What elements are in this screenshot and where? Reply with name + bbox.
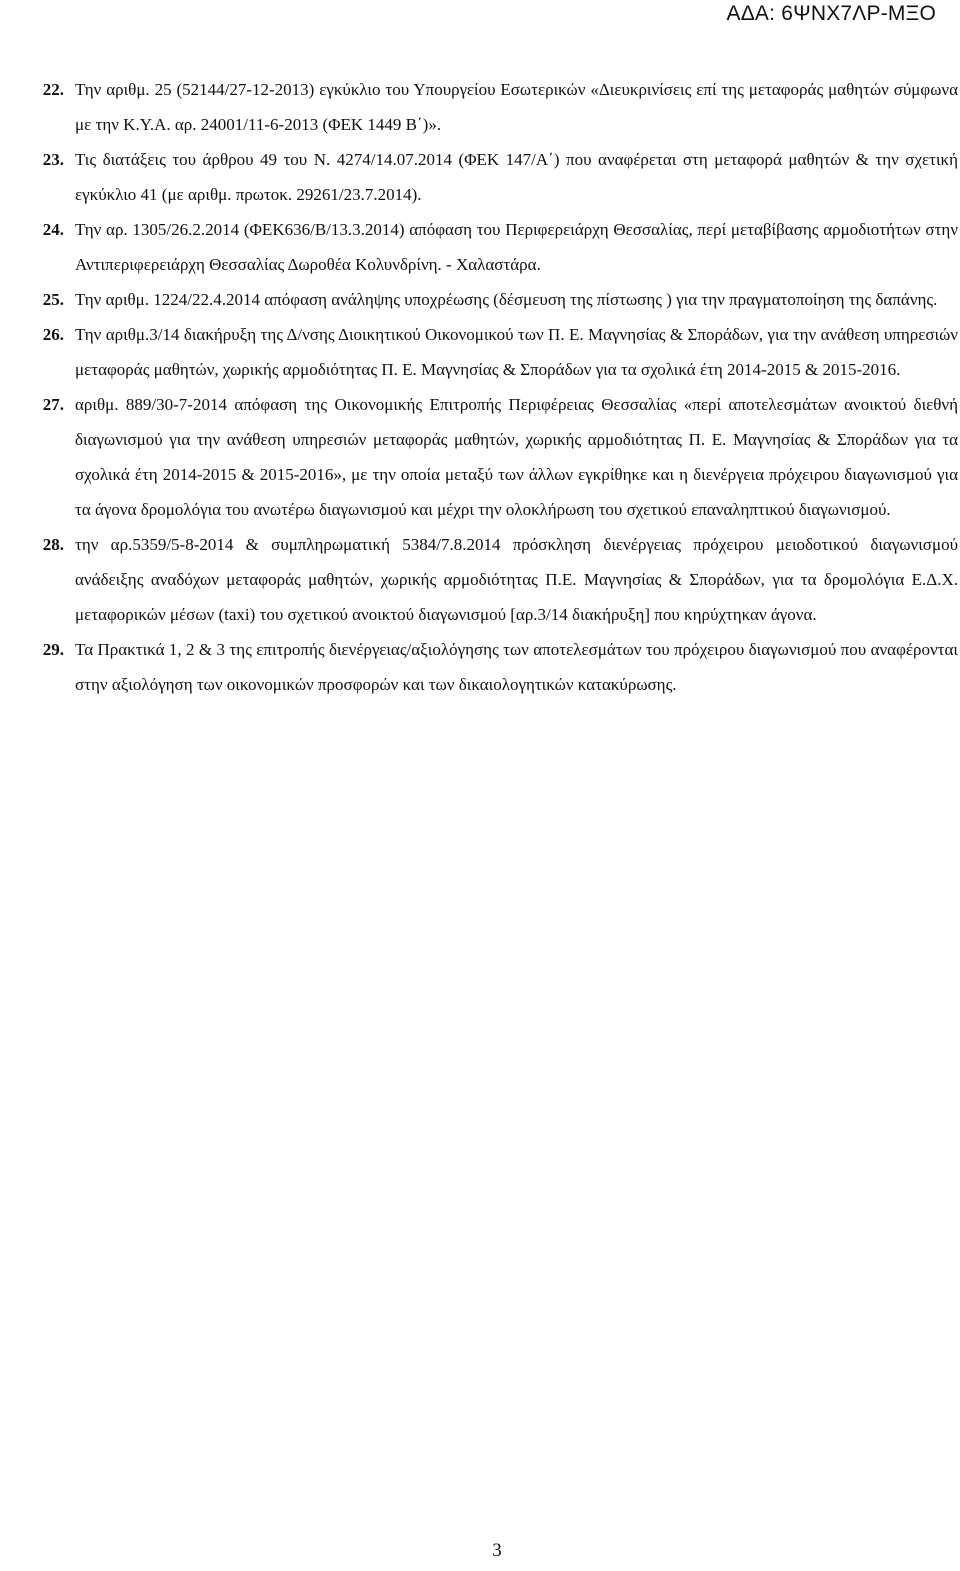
item-number: 22. bbox=[42, 80, 64, 99]
list-item-29 bbox=[38, 632, 958, 702]
list-item-27 bbox=[38, 387, 958, 527]
item-number: 28. bbox=[42, 535, 64, 554]
item-text: Την αριθμ.3/14 διακήρυξη της Δ/νσης Διοικητικού Οικονομικού των Π. Ε. Μαγνησίας & Σποράδων, για την ανάθεση υπηρεσιών μεταφοράς μαθητών, χωρικής αρμοδιότητας Π. Ε. Μαγνησίας & Σποράδων για τα σχολικά έτη 2014-2015 & 2015-2016. bbox=[75, 325, 958, 379]
item-number: 24. bbox=[42, 220, 64, 239]
item-text: Την αρ. 1305/26.2.2014 (ΦΕΚ636/Β/13.3.2014) απόφαση του Περιφερειάρχη Θεσσαλίας, περί μεταβίβασης αρμοδιοτήτων στην Αντιπεριφερειάρχη Θεσσαλίας Δωροθέα Κολυνδρίνη. - Χαλαστάρα. bbox=[75, 220, 958, 274]
list-item-28 bbox=[38, 527, 958, 632]
item-text: Την αριθμ. 25 (52144/27-12-2013) εγκύκλιο του Υπουργείου Εσωτερικών «Διευκρινίσεις επί της μεταφοράς μαθητών σύμφωνα με την Κ.Υ.Α. αρ. 24001/11-6-2013 (ΦΕΚ 1449 Β΄)». bbox=[75, 80, 958, 134]
item-text: Τα Πρακτικά 1, 2 & 3 της επιτροπής διενέργειας/αξιολόγησης των αποτελεσμάτων του πρόχειρου διαγωνισμού που αναφέρονται στην αξιολόγηση των οικονομικών προσφορών και των δικαιολογητικών κατακύρωσης. bbox=[75, 640, 958, 694]
list-item-24 bbox=[38, 212, 958, 282]
item-number: 27. bbox=[42, 395, 64, 414]
item-text: Την αριθμ. 1224/22.4.2014 απόφαση ανάληψης υποχρέωσης (δέσμευση της πίστωσης ) για την πραγματοποίηση της δαπάνης. bbox=[75, 290, 938, 309]
page-number: 3 bbox=[492, 1540, 502, 1561]
item-number: 23. bbox=[42, 150, 64, 169]
item-text: αριθμ. 889/30-7-2014 απόφαση της Οικονομικής Επιτροπής Περιφέρειας Θεσσαλίας «περί αποτελεσμάτων ανοικτού διεθνή διαγωνισμού για την ανάθεση υπηρεσιών μεταφοράς μαθητών, χωρικής αρμοδιότητας Π. Ε. Μαγνησίας & Σποράδων για τα σχολικά έτη 2014-2015 & 2015-2016», με την οποία μεταξύ των άλλων εγκρίθηκε και η διενέργεια πρόχειρου διαγωνισμού για τα άγονα δρομολόγια του ανωτέρω διαγωνισμού και μέχρι την ολοκλήρωση του σχετικού επαναληπτικού διαγωνισμού. bbox=[75, 395, 958, 519]
item-number: 29. bbox=[42, 640, 64, 659]
list-item-22 bbox=[38, 72, 958, 142]
ada-code: ΑΔΑ: 6ΨΝΧ7ΛΡ-ΜΞΟ bbox=[726, 2, 936, 25]
item-text: Τις διατάξεις του άρθρου 49 του Ν. 4274/14.07.2014 (ΦΕΚ 147/Α΄) που αναφέρεται στη μεταφορά μαθητών & την σχετική εγκύκλιο 41 (με αριθμ. πρωτοκ. 29261/23.7.2014). bbox=[75, 150, 958, 204]
document-body bbox=[38, 72, 958, 702]
list-item-26 bbox=[38, 317, 958, 387]
item-number: 26. bbox=[42, 325, 64, 344]
list-item-23 bbox=[38, 142, 958, 212]
item-number: 25. bbox=[42, 290, 64, 309]
list-item-25 bbox=[38, 282, 958, 317]
item-text: την αρ.5359/5-8-2014 & συμπληρωματική 5384/7.8.2014 πρόσκληση διενέργειας πρόχειρου μειοδοτικού διαγωνισμού ανάδειξης αναδόχων μεταφοράς μαθητών, χωρικής αρμοδιότητας Π.Ε. Μαγνησίας & Σποράδων, για τα δρομολόγια Ε.Δ.Χ. μεταφορικών μέσων (taxi) του σχετικού ανοικτού διαγωνισμού [αρ.3/14 διακήρυξη] που κηρύχτηκαν άγονα. bbox=[75, 535, 958, 624]
